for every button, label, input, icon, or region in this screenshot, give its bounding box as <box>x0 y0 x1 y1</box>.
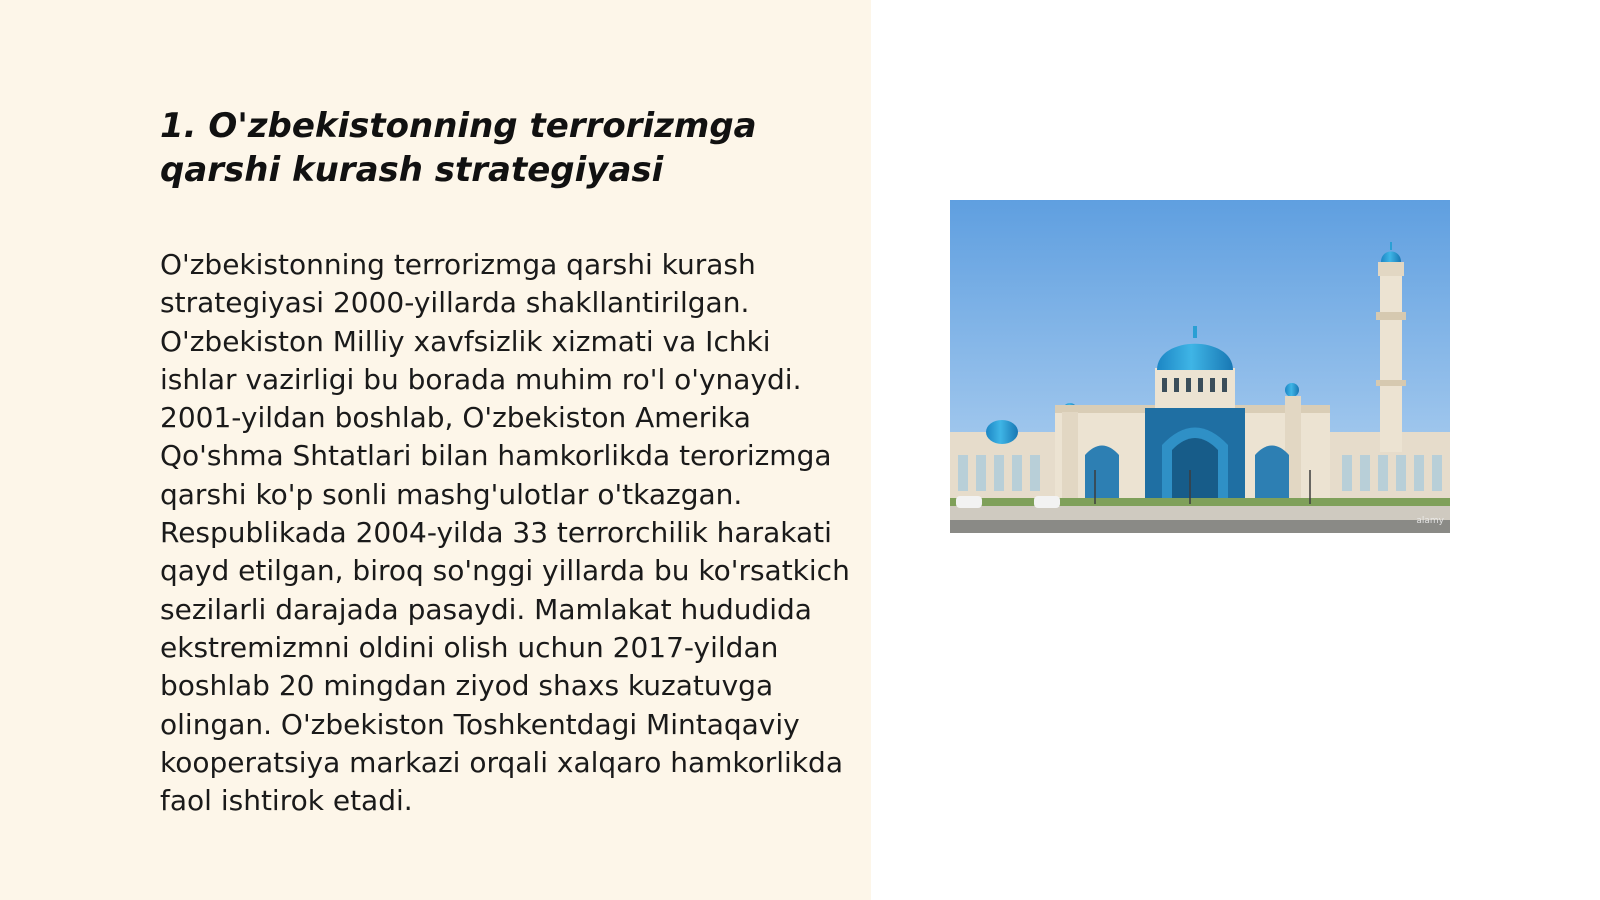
slide-body-text: O'zbekistonning terrorizmga qarshi kurash strategiyasi 2000-yillarda shakllantirilgan. O'zbekiston Milliy xavfsizlik xizmati va Ichki ishlar vazirligi bu borada muhim ro'l o'ynaydi. 2001-yildan boshlab, O'zbekiston Amerika Qo'shma Shtatlari bilan hamkorlikda terorizmga qarshi ko'p sonli mashg'ulotlar o'tkazgan. Respublikada 2004-yilda 33 terrorchilik harakati qayd etilgan, biroq so'nggi yillarda bu ko'rsatkich sezilarli darajada pasaydi. Mamlakat hududida ekstremizmni oldini olish uchun 2017-yildan boshlab 20 mingdan ziyod shaxs kuzatuvga olingan. O'zbekiston Toshkentdagi Mintaqaviy kooperatsiya markazi orqali xalqaro hamkorlikda faol ishtirok etadi. <box>160 248 850 818</box>
photo-credit: alamy <box>1416 516 1444 526</box>
mosque-photo <box>950 200 1450 533</box>
slide-title: 1. O'zbekistonning terrorizmga qarshi kurash strategiyasi <box>160 106 757 190</box>
minaret <box>1380 262 1402 452</box>
plaza <box>950 506 1450 520</box>
small-dome-left <box>986 420 1018 444</box>
lawn <box>950 498 1450 506</box>
car <box>956 496 982 508</box>
mosque-illustration <box>950 200 1450 533</box>
road <box>950 520 1450 533</box>
